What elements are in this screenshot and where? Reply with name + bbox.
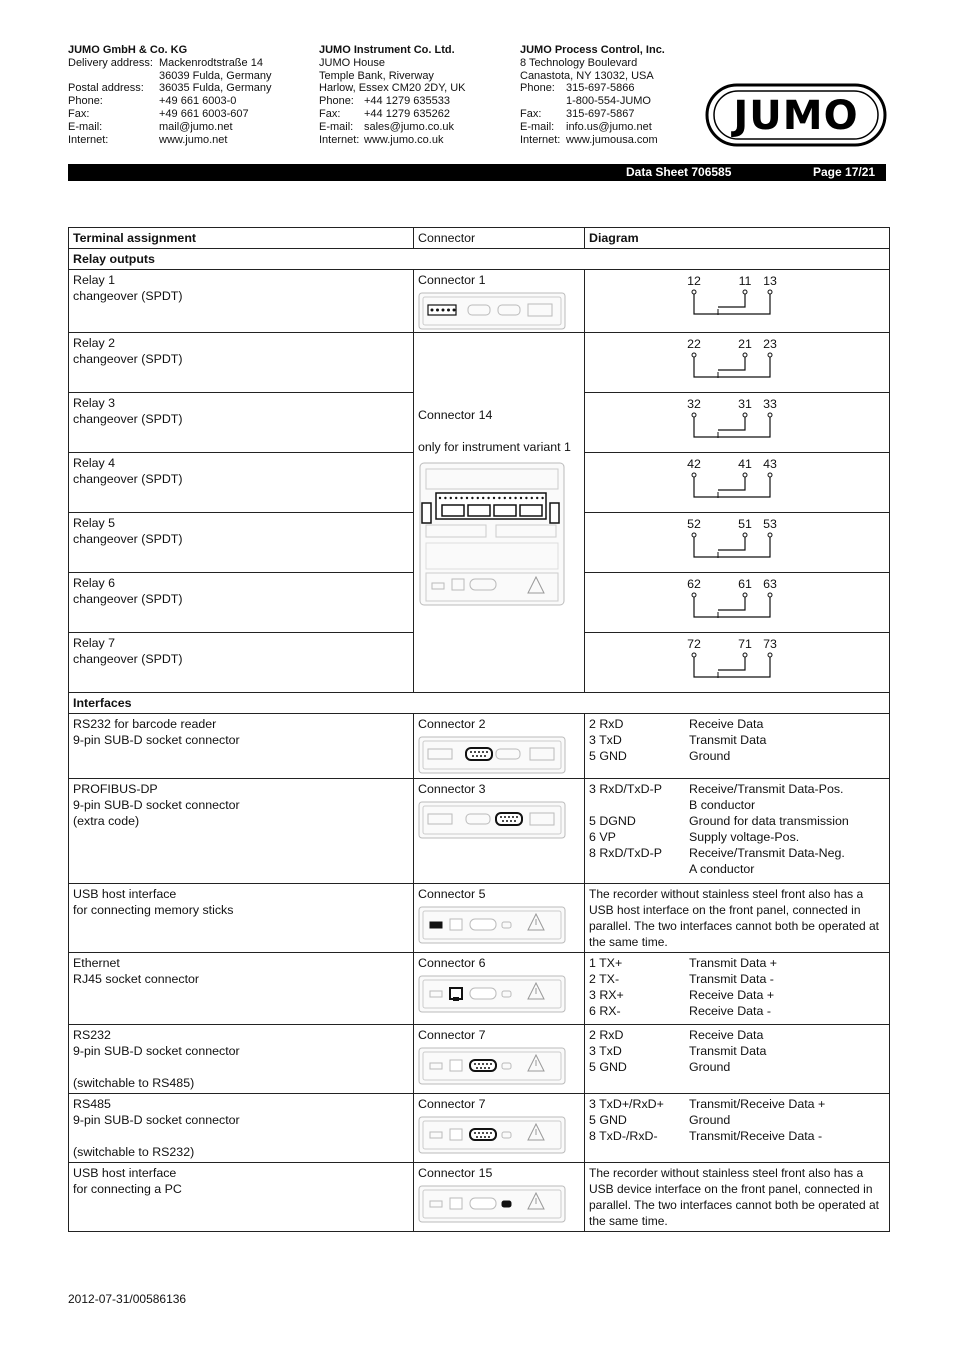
address-value: +49 661 6003-0 xyxy=(159,95,237,108)
jumo-logo xyxy=(705,83,887,147)
terminal-table xyxy=(68,227,890,1232)
address-row xyxy=(68,108,272,121)
pin-row xyxy=(589,732,885,748)
pin-row xyxy=(589,1096,885,1112)
pin-id: 3 TxD xyxy=(589,733,622,747)
pin-row xyxy=(589,813,885,829)
pin-function: Transmit/Receive Data + xyxy=(689,1097,826,1111)
address-row xyxy=(68,57,272,70)
relay-terminal xyxy=(69,513,414,573)
pin-function: Ground for data transmission xyxy=(689,814,849,828)
address-value: 36035 Fulda, Germany xyxy=(159,82,272,95)
pin-id: 2 RxD xyxy=(589,717,624,731)
pin-row xyxy=(589,781,885,797)
address-key: Internet: xyxy=(68,133,109,146)
interface-description: for connecting a PC xyxy=(73,1182,182,1196)
interface-description: (switchable to RS232) xyxy=(73,1145,195,1159)
address-line: Canastota, NY 13032, USA xyxy=(520,69,654,82)
pin-id: 8 TxD-/RxD- xyxy=(589,1129,658,1143)
interface-description: RS485 xyxy=(73,1097,111,1111)
pin-row xyxy=(589,1112,885,1128)
device-panel-drawing xyxy=(418,1047,566,1085)
interface-diagram-cell xyxy=(585,1163,890,1232)
interface-connector-cell xyxy=(414,714,585,779)
pin-function: Transmit Data xyxy=(689,733,767,747)
address-key xyxy=(68,70,159,83)
relay-terminal xyxy=(69,453,414,513)
pin-id: 1 TX+ xyxy=(589,956,623,970)
connector-label: Connector 6 xyxy=(418,956,486,970)
address-row xyxy=(319,108,466,121)
interface-diagram-cell xyxy=(585,714,890,779)
interface-description: 9-pin SUB-D socket connector xyxy=(73,733,240,747)
interface-note: The recorder without stainless steel front also has a USB device interface on the front panel, connected in parallel. The two interfaces cannot both be operated at the same time. xyxy=(589,1166,879,1228)
pin-function: Ground xyxy=(689,1060,731,1074)
relay-name: Relay 5 xyxy=(73,516,116,530)
address-key: E-mail: xyxy=(520,120,555,133)
interface-description: RS232 xyxy=(73,1028,111,1042)
address-value: www.jumo.net xyxy=(159,133,228,146)
interface-terminal xyxy=(69,884,414,953)
pin-nc-label: 72 xyxy=(687,637,701,651)
interface-description: (switchable to RS485) xyxy=(73,1076,195,1090)
pin-function: Transmit Data + xyxy=(689,956,778,970)
relay-contact-diagram xyxy=(685,636,805,686)
device-panel-drawing xyxy=(418,801,566,839)
interface-row xyxy=(69,953,890,1025)
interface-row xyxy=(69,714,890,779)
relay-row xyxy=(69,333,890,393)
device-panel-drawing xyxy=(418,1185,566,1223)
connector-label: Connector 2 xyxy=(418,717,486,731)
pin-row xyxy=(589,861,885,877)
address-row xyxy=(68,82,272,95)
address-value: mail@jumo.net xyxy=(159,120,233,133)
pin-common-label: 31 xyxy=(738,397,752,411)
pin-id: 3 TxD xyxy=(589,1044,622,1058)
pin-id xyxy=(589,861,689,877)
relay-contact-diagram xyxy=(685,273,805,323)
pin-common-label: 11 xyxy=(738,274,752,288)
pin-function: Receive Data - xyxy=(689,1004,771,1018)
pin-row xyxy=(589,1027,885,1043)
logo-text: JUMO xyxy=(733,93,859,139)
interface-description: for connecting memory sticks xyxy=(73,903,234,917)
relay-terminal xyxy=(69,633,414,693)
address-row xyxy=(520,121,665,134)
relay-diagram-cell xyxy=(585,333,890,393)
address-value: www.jumousa.com xyxy=(566,133,658,146)
address-value: 315-697-5867 xyxy=(566,107,635,120)
address-value: www.jumo.co.uk xyxy=(364,133,444,146)
address-value: +44 1279 635262 xyxy=(364,107,450,120)
pin-id: 3 TxD+/RxD+ xyxy=(589,1097,664,1111)
header-diagram: Diagram xyxy=(585,228,890,249)
interface-connector-cell xyxy=(414,1094,585,1163)
relay-terminal xyxy=(69,333,414,393)
datasheet-bar xyxy=(68,164,886,181)
address-key: Fax: xyxy=(319,107,341,120)
pin-common-label: 51 xyxy=(738,517,752,531)
company-name: JUMO Instrument Co. Ltd. xyxy=(319,44,455,56)
pin-no-label: 13 xyxy=(763,274,777,288)
pin-function: Transmit Data xyxy=(689,1044,767,1058)
address-line: 8 Technology Boulevard xyxy=(520,56,638,69)
pin-id: 5 GND xyxy=(589,1113,627,1127)
pin-id: 5 DGND xyxy=(589,814,636,828)
interface-description: Ethernet xyxy=(73,956,120,970)
pin-id: 6 VP xyxy=(589,830,616,844)
interface-description: PROFIBUS-DP xyxy=(73,782,158,796)
address-key: Delivery address: xyxy=(68,56,153,69)
device-panel-drawing xyxy=(418,906,566,944)
pin-nc-label: 42 xyxy=(687,457,701,471)
interface-description: RS232 for barcode reader xyxy=(73,717,217,731)
pin-row xyxy=(589,829,885,845)
interface-note: The recorder without stainless steel front also has a USB host interface on the front panel, connected in parallel. The two interfaces cannot both be operated at the same time. xyxy=(589,887,879,949)
address-value: 36039 Fulda, Germany xyxy=(159,69,272,82)
interface-description xyxy=(73,1059,409,1075)
interface-diagram-cell xyxy=(585,1025,890,1094)
connector-label: Connector 15 xyxy=(418,1166,493,1180)
interface-row xyxy=(69,1163,890,1232)
relay-name: Relay 6 xyxy=(73,576,116,590)
pin-no-label: 53 xyxy=(763,517,777,531)
address-value: 1-800-554-JUMO xyxy=(566,95,651,108)
interface-connector-cell xyxy=(414,1025,585,1094)
relay-terminal xyxy=(69,573,414,633)
address-value: info.us@jumo.net xyxy=(566,120,652,133)
address-key: Phone: xyxy=(68,95,103,108)
address-key: Phone: xyxy=(520,82,555,95)
address-key: E-mail: xyxy=(319,120,354,133)
pin-function: Supply voltage-Pos. xyxy=(689,830,800,844)
pin-nc-label: 32 xyxy=(687,397,701,411)
pin-row xyxy=(589,716,885,732)
interface-diagram-cell xyxy=(585,884,890,953)
interface-row xyxy=(69,1094,890,1163)
address-line: Harlow, Essex CM20 2DY, UK xyxy=(319,82,466,95)
interface-diagram-cell xyxy=(585,1094,890,1163)
pin-no-label: 23 xyxy=(763,337,777,351)
interface-connector-cell xyxy=(414,779,585,884)
pin-id: 8 RxD/TxD-P xyxy=(589,846,662,860)
relay-row xyxy=(69,270,890,333)
pin-id: 6 RX- xyxy=(589,1004,621,1018)
pin-no-label: 73 xyxy=(763,637,777,651)
interface-row xyxy=(69,884,890,953)
address-key: Phone: xyxy=(319,95,354,108)
relay-type: changeover (SPDT) xyxy=(73,472,183,486)
relay-contact-diagram xyxy=(685,516,805,566)
interface-connector-cell xyxy=(414,953,585,1025)
interface-connector-cell xyxy=(414,884,585,953)
address-value: Mackenrodtstraße 14 xyxy=(159,56,263,69)
pin-function: Receive Data xyxy=(689,717,764,731)
pin-function: Receive/Transmit Data-Pos. xyxy=(689,782,844,796)
relay-type: changeover (SPDT) xyxy=(73,352,183,366)
company-name: JUMO GmbH & Co. KG xyxy=(68,44,188,56)
address-row xyxy=(68,70,272,83)
interface-connector-cell xyxy=(414,1163,585,1232)
connector-label: Connector 5 xyxy=(418,887,486,901)
pin-common-label: 61 xyxy=(738,577,752,591)
relay-contact-diagram xyxy=(685,456,805,506)
relay-name: Relay 2 xyxy=(73,336,116,350)
pin-nc-label: 22 xyxy=(687,337,701,351)
pin-function: Ground xyxy=(689,1113,731,1127)
relay-name: Relay 1 xyxy=(73,273,116,287)
address-key: Internet: xyxy=(520,133,561,146)
interface-description: 9-pin SUB-D socket connector xyxy=(73,798,240,812)
interface-terminal xyxy=(69,1094,414,1163)
pin-common-label: 21 xyxy=(738,337,752,351)
pin-id: 2 TX- xyxy=(589,972,620,986)
pin-function: Transmit/Receive Data - xyxy=(689,1129,823,1143)
connector-14-cell xyxy=(414,333,585,693)
section-interfaces: Interfaces xyxy=(69,693,890,714)
pin-row xyxy=(589,845,885,861)
relay-name: Relay 4 xyxy=(73,456,116,470)
pin-function: B conductor xyxy=(689,798,756,812)
address-uk xyxy=(319,44,466,146)
address-row xyxy=(319,95,466,108)
relay-contact-diagram xyxy=(685,336,805,386)
interface-description: USB host interface xyxy=(73,1166,177,1180)
address-key: Internet: xyxy=(319,133,360,146)
interface-description: USB host interface xyxy=(73,887,177,901)
interface-description xyxy=(73,1128,409,1144)
relay-terminal xyxy=(69,270,414,333)
interface-terminal xyxy=(69,1163,414,1232)
section-relay-outputs: Relay outputs xyxy=(69,249,890,270)
pin-row xyxy=(589,1043,885,1059)
header-connector: Connector xyxy=(414,228,585,249)
pin-row xyxy=(589,797,885,813)
relay-connector-cell xyxy=(414,270,585,333)
pin-common-label: 71 xyxy=(738,637,752,651)
address-row xyxy=(520,95,665,108)
address-row xyxy=(319,134,466,147)
address-row xyxy=(68,134,272,147)
address-key: Fax: xyxy=(68,107,90,120)
relay-diagram-cell xyxy=(585,393,890,453)
interface-row xyxy=(69,1025,890,1094)
relay-diagram-cell xyxy=(585,270,890,333)
pin-no-label: 63 xyxy=(763,577,777,591)
pin-function: A conductor xyxy=(689,862,755,876)
interface-description: 9-pin SUB-D socket connector xyxy=(73,1044,240,1058)
pin-id: 5 GND xyxy=(589,1060,627,1074)
interface-diagram-cell xyxy=(585,779,890,884)
device-panel-drawing xyxy=(418,975,566,1013)
interface-description: RJ45 socket connector xyxy=(73,972,200,986)
pin-id xyxy=(589,797,689,813)
relay-terminal xyxy=(69,393,414,453)
address-value: +44 1279 635533 xyxy=(364,95,450,108)
pin-nc-label: 52 xyxy=(687,517,701,531)
header-terminal: Terminal assignment xyxy=(69,228,414,249)
address-row xyxy=(68,95,272,108)
pin-row xyxy=(589,955,885,971)
connector-label: Connector 7 xyxy=(418,1097,486,1111)
doc-id: 2012-07-31/00586136 xyxy=(68,1292,187,1306)
connector-label: Connector 14 xyxy=(418,408,493,422)
pin-no-label: 33 xyxy=(763,397,777,411)
address-key xyxy=(520,95,566,108)
address-value: +49 661 6003-607 xyxy=(159,107,249,120)
address-key: Fax: xyxy=(520,107,542,120)
page-number: Page 17/21 xyxy=(813,165,876,179)
pin-function: Receive Data + xyxy=(689,988,775,1002)
interface-diagram-cell xyxy=(585,953,890,1025)
pin-function: Receive Data xyxy=(689,1028,764,1042)
relay-name: Relay 3 xyxy=(73,396,116,410)
address-key: E-mail: xyxy=(68,120,103,133)
address-value: sales@jumo.co.uk xyxy=(364,120,455,133)
pin-row xyxy=(589,971,885,987)
address-germany xyxy=(68,44,272,146)
relay-diagram-cell xyxy=(585,573,890,633)
address-row xyxy=(520,82,665,95)
variant-note: only for instrument variant 1 xyxy=(418,440,571,454)
pin-row xyxy=(589,987,885,1003)
interface-terminal xyxy=(69,1025,414,1094)
pin-nc-label: 12 xyxy=(687,274,701,288)
relay-name: Relay 7 xyxy=(73,636,116,650)
relay-type: changeover (SPDT) xyxy=(73,289,183,303)
device-panel-drawing xyxy=(418,736,566,774)
pin-id: 5 GND xyxy=(589,749,627,763)
relay-diagram-cell xyxy=(585,633,890,693)
relay-contact-diagram xyxy=(685,576,805,626)
pin-row xyxy=(589,1059,885,1075)
address-row xyxy=(520,108,665,121)
relay-type: changeover (SPDT) xyxy=(73,412,183,426)
address-usa xyxy=(520,44,665,146)
address-row xyxy=(319,121,466,134)
address-line: JUMO House xyxy=(319,56,386,69)
pin-common-label: 41 xyxy=(738,457,752,471)
address-row xyxy=(68,121,272,134)
connector-14-drawing xyxy=(418,461,566,607)
pin-row xyxy=(589,1128,885,1144)
relay-type: changeover (SPDT) xyxy=(73,532,183,546)
address-value: 315-697-5866 xyxy=(566,82,635,95)
interface-terminal xyxy=(69,953,414,1025)
pin-id: 3 RxD/TxD-P xyxy=(589,782,662,796)
connector-label: Connector 1 xyxy=(418,273,486,287)
interface-description: 9-pin SUB-D socket connector xyxy=(73,1113,240,1127)
device-panel-drawing xyxy=(418,1116,566,1154)
relay-diagram-cell xyxy=(585,453,890,513)
interface-terminal xyxy=(69,714,414,779)
relay-contact-diagram xyxy=(685,396,805,446)
pin-id: 2 RxD xyxy=(589,1028,624,1042)
relay-type: changeover (SPDT) xyxy=(73,592,183,606)
company-name: JUMO Process Control, Inc. xyxy=(520,44,665,56)
relay-type: changeover (SPDT) xyxy=(73,652,183,666)
pin-no-label: 43 xyxy=(763,457,777,471)
address-key: Postal address: xyxy=(68,82,144,95)
pin-nc-label: 62 xyxy=(687,577,701,591)
address-line: Temple Bank, Riverway xyxy=(319,69,434,82)
interface-row xyxy=(69,779,890,884)
device-panel-drawing xyxy=(418,292,566,330)
interface-terminal xyxy=(69,779,414,884)
interface-description: (extra code) xyxy=(73,814,140,828)
pin-row xyxy=(589,1003,885,1019)
address-row xyxy=(520,134,665,147)
pin-function: Transmit Data - xyxy=(689,972,774,986)
table-header xyxy=(69,228,890,249)
pin-id: 3 RX+ xyxy=(589,988,624,1002)
pin-function: Receive/Transmit Data-Neg. xyxy=(689,846,845,860)
datasheet-number: Data Sheet 706585 xyxy=(626,165,732,179)
connector-label: Connector 3 xyxy=(418,782,486,796)
connector-label: Connector 7 xyxy=(418,1028,486,1042)
pin-row xyxy=(589,748,885,764)
relay-diagram-cell xyxy=(585,513,890,573)
pin-function: Ground xyxy=(689,749,731,763)
